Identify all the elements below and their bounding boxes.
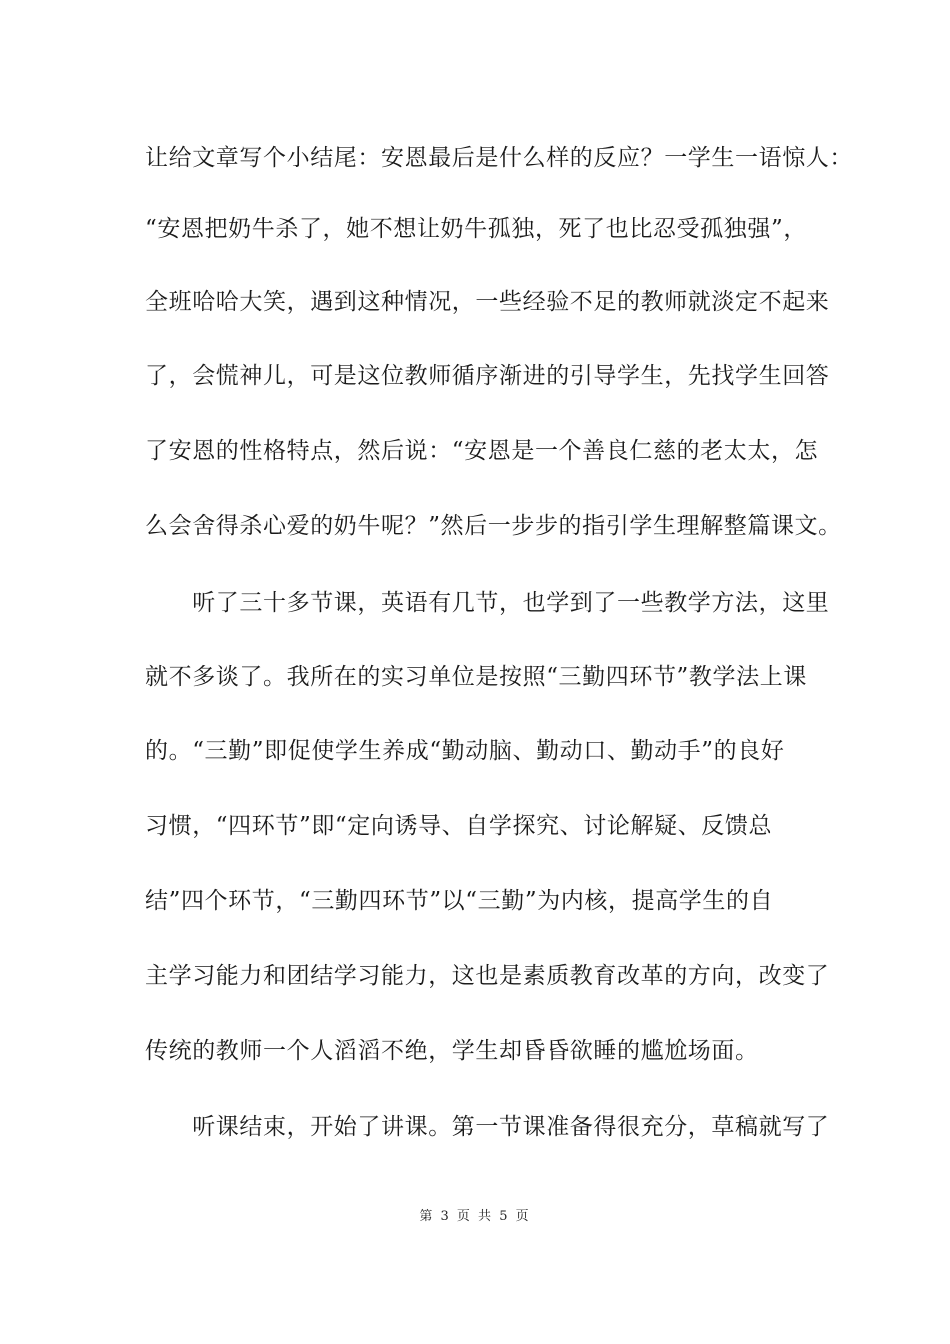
page-number-footer: 第 3 页 共 5 页 (419, 1209, 531, 1224)
text-line: 的。“三勤”即促使学生养成“勤动脑、勤动口、勤动手”的良好 (145, 738, 785, 764)
text-line: 传统的教师一个人滔滔不绝，学生却昏昏欲睡的尴尬场面。 (145, 1038, 759, 1064)
text-line: 习惯，“四环节”即“定向诱导、自学探究、讨论解疑、反馈总 (145, 813, 773, 839)
text-line: “安恩把奶牛杀了，她不想让奶牛孤独，死了也比忍受孤独强”， (145, 216, 807, 242)
text-line: 了安恩的性格特点，然后说：“安恩是一个善良仁慈的老太太，怎 (145, 438, 819, 464)
text-line: 听了三十多节课，英语有几节，也学到了一些教学方法，这里 (145, 590, 830, 616)
text-line: 主学习能力和团结学习能力，这也是素质教育改革的方向，改变了 (145, 963, 830, 989)
text-line: 结”四个环节，“三勤四环节”以“三勤”为内核，提高学生的自 (145, 888, 774, 914)
text-line: 听课结束，开始了讲课。第一节课准备得很充分，草稿就写了 (145, 1114, 830, 1140)
text-line: 让给文章写个小结尾：安恩最后是什么样的反应？一学生一语惊人： (145, 145, 853, 171)
text-line: 么会舍得杀心爱的奶牛呢？”然后一步步的指引学生理解整篇课文。 (145, 513, 842, 539)
text-line: 全班哈哈大笑，遇到这种情况，一些经验不足的教师就淡定不起来 (145, 289, 830, 315)
text-line: 就不多谈了。我所在的实习单位是按照“三勤四环节”教学法上课 (145, 664, 807, 690)
text-line: 了，会慌神儿，可是这位教师循序渐进的引导学生，先找学生回答 (145, 363, 830, 389)
